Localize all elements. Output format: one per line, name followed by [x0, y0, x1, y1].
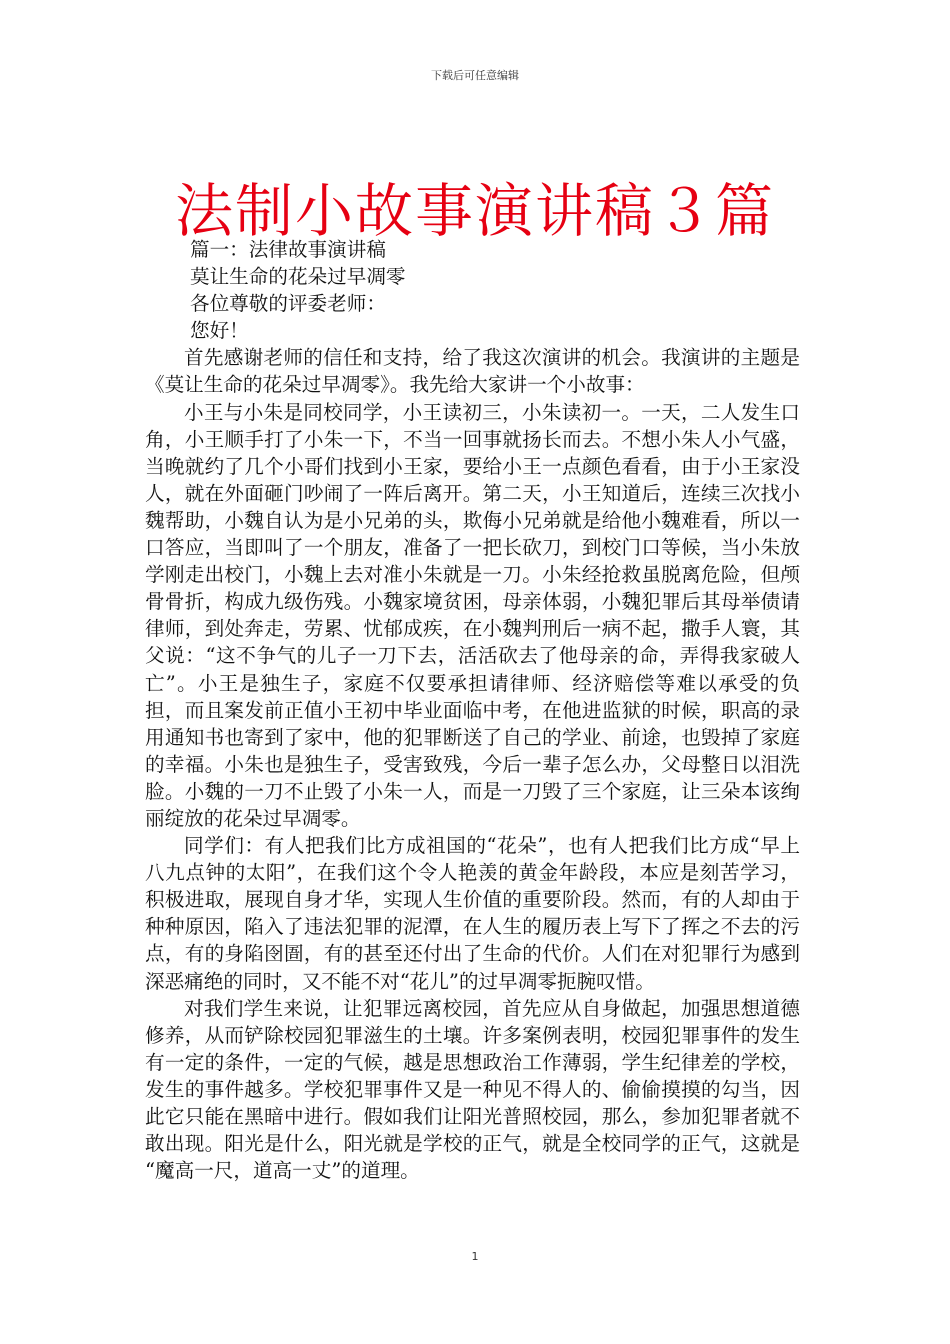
- greeting: 您好！: [190, 319, 249, 343]
- page-number: 1: [471, 1250, 479, 1263]
- speech-subtitle: 莫让生命的花朵过早凋零: [190, 265, 406, 289]
- paragraph-conclusion: 对我们学生来说，让犯罪远离校园，首先应从自身做起，加强思想道德修养，从而铲除校园犯罪滋生的土壤。许多案例表明，校园犯罪事件的发生有一定的条件，一定的气候，越是思想政治工作薄弱，学生纪律差的学校，发生的事件越多。学校犯罪事件又是一种见不得人的、偷偷摸摸的勾当，因此它只能在黑暗中进行。假如我们让阳光普照校园，那么，参加犯罪者就不敢出现。阳光是什么，阳光就是学校的正气，就是全校同学的正气，这就是 “魔高一尺，道高一丈”的道理。: [145, 996, 800, 1183]
- document-body: [145, 236, 800, 1184]
- header-note: 下载后可任意编辑: [431, 69, 519, 82]
- paragraph-intro: 首先感谢老师的信任和支持，给了我这次演讲的机会。我演讲的主题是《莫让生命的花朵过早凋零》。我先给大家讲一个小故事：: [145, 346, 800, 397]
- section-heading: 篇一：法律故事演讲稿: [190, 238, 386, 261]
- document-title: 法制小故事演讲稿３篇: [174, 176, 775, 245]
- paragraph-story: 小王与小朱是同校同学，小王读初三，小朱读初一。一天，二人发生口角，小王顺手打了小朱一下，不当一回事就扬长而去。不想小朱人小气盛，当晚就约了几个小哥们找到小王家，要给小王一点颜色看看，由于小王家没人，就在外面砸门吵闹了一阵后离开。第二天，小王知道后，连续三次找小魏帮助，小魏自认为是小兄弟的头，欺侮小兄弟就是给他小魏难看，所以一口答应，当即叫了一个朋友，准备了一把长砍刀，到校门口等候，当小朱放学刚走出校门，小魏上去对准小朱就是一刀。小朱经抢救虽脱离危险，但颅骨骨折，构成九级伤残。小魏家境贫困，母亲体弱，小魏犯罪后其母举债请律师，到处奔走，劳累、忧郁成疾，在小魏判刑后一病不起，撒手人寰，其父说：“这不争气的儿子一刀下去，活活砍去了他母亲的命，弄得我家破人亡”。小王是独生子，家庭不仅要承担请律师、经济赔偿等难以承受的负担，而且案发前正值小王初中毕业面临中考，在他进监狱的时候，职高的录用通知书也寄到了家中，他的犯罪断送了自己的学业、前途，也毁掉了家庭的幸福。小朱也是独生子，受害致残，今后一辈子怎么办，父母整日以泪洗脸。小魏的一刀不止毁了小朱一人，而是一刀毁了三个家庭，让三朵本该绚丽绽放的花朵过早凋零。: [145, 400, 800, 830]
- salutation: 各位尊敬的评委老师：: [190, 292, 386, 316]
- paragraph-classmates: 同学们：有人把我们比方成祖国的“花朵”，也有人把我们比方成“早上八九点钟的太阳”，在我们这个令人艳羡的黄金年龄段，本应是刻苦学习，积极进取，展现自身才华，实现人生价值的重要阶段。然而，有的人却由于种种原因，陷入了违法犯罪的泥潭，在人生的履历表上写下了挥之不去的污点，有的身陷囹圄，有的甚至还付出了生命的代价。人们在对犯罪行为感到深恶痛绝的同时，又不能不对“花儿”的过早凋零扼腕叹惜。: [145, 834, 800, 993]
